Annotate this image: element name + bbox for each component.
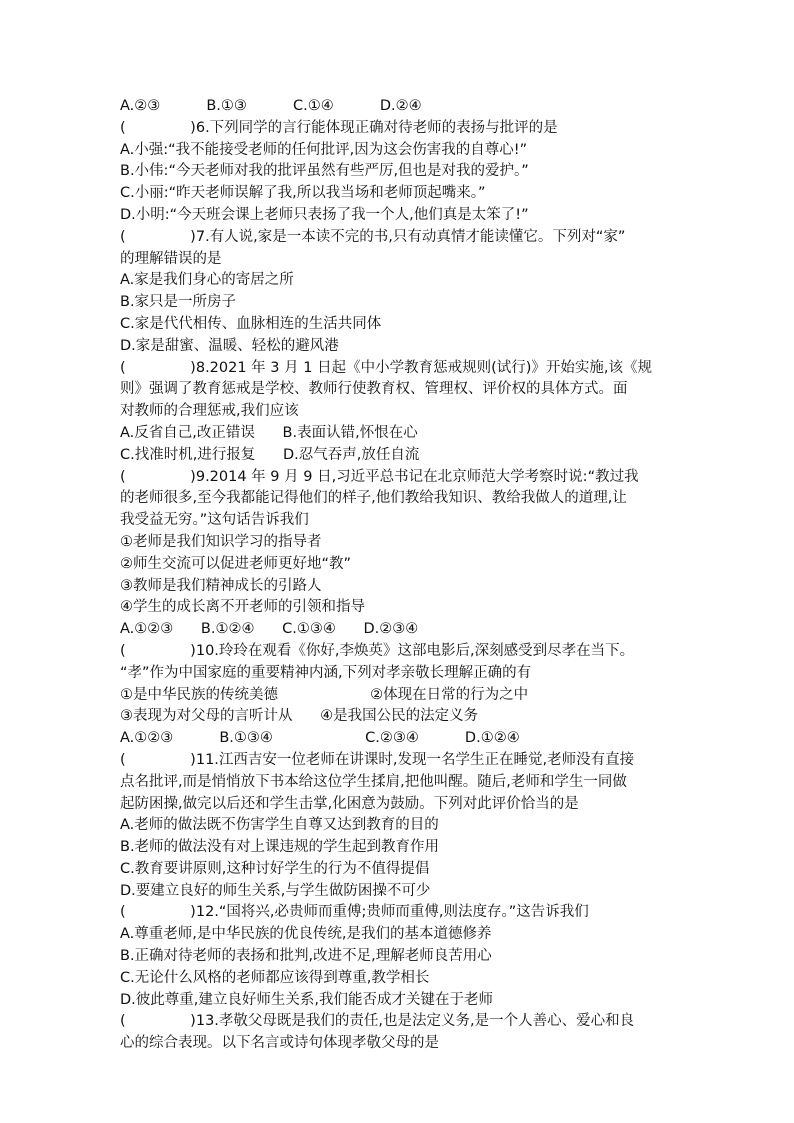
text-line: A.家是我们身心的寄居之所 (120, 272, 294, 289)
text-line: 的老师很多,至今我都能记得他们的样子,他们教给我知识、教给我做人的道理,让 (120, 490, 627, 507)
text-line: ( )12.“国将兴,必贵师而重傅;贵师而重傅,则法度存。”这告诉我们 (120, 904, 589, 921)
text-line: ( )7.有人说,家是一本读不完的书,只有动真情才能读懂它。下列对“家” (120, 228, 626, 245)
text-line: B.正确对待老师的表扬和批判,改进不足,理解老师良苦用心 (120, 948, 492, 965)
text-line: A.尊重老师,是中华民族的优良传统,是我们的基本道德修养 (120, 926, 492, 943)
text-line: ④学生的成长离不开老师的引领和指导 (120, 599, 365, 616)
text-line: ( )6.下列同学的言行能体现正确对待老师的表扬与批评的是 (120, 119, 558, 136)
text-line: ( )9.2014 年 9 月 9 日,习近平总书记在北京师范大学考察时说:“教过我 (120, 468, 639, 485)
text-line: ③表现为对父母的言听计从 ④是我国公民的法定义务 (120, 708, 479, 725)
text-line: 起防困操,做完以后还和学生击掌,化困意为鼓励。下列对此评价恰当的是 (120, 795, 579, 812)
text-line: D.要建立良好的师生关系,与学生做防困操不可少 (120, 882, 431, 899)
text-line: ( )8.2021 年 3 月 1 日起《中小学教育惩戒规则(试行)》开始实施,该《规 (120, 359, 652, 376)
text-line: 我受益无穷。”这句话告诉我们 (120, 512, 309, 529)
text-line: D.彼此尊重,建立良好师生关系,我们能否成才关键在于老师 (120, 991, 493, 1008)
text-line: B.小伟:“今天老师对我的批评虽然有些严厉,但也是对我的爱护。” (120, 163, 529, 180)
text-line: 对教师的合理惩戒,我们应该 (120, 403, 299, 420)
text-line: D.家是甜蜜、温暖、轻松的避风港 (120, 337, 339, 354)
text-line: ①老师是我们知识学习的指导者 (120, 533, 322, 550)
text-line: B.老师的做法没有对上课违规的学生起到教育作用 (120, 839, 440, 856)
text-line: 的理解错误的是 (120, 250, 222, 267)
text-line: C.家是代代相传、血脉相连的生活共同体 (120, 315, 382, 332)
text-line: ③教师是我们精神成长的引路人 (120, 577, 322, 594)
text-line: B.家只是一所房子 (120, 294, 237, 311)
text-line: C.小丽:“昨天老师误解了我,所以我当场和老师顶起嘴来。” (120, 185, 486, 202)
text-line: C.找准时机,进行报复 D.忍气吞声,放任自流 (120, 446, 420, 463)
text-line: ( )10.玲玲在观看《你好,李焕英》这部电影后,深刻感受到尽孝在当下。 (120, 642, 635, 659)
text-line: ②师生交流可以促进老师更好地“教” (120, 555, 352, 572)
text-line: C.无论什么风格的老师都应该得到尊重,教学相长 (120, 969, 430, 986)
text-line: A.①②③ B.①②④ C.①③④ D.②③④ (120, 621, 419, 638)
text-line: A.老师的做法既不伤害学生自尊又达到教育的目的 (120, 817, 439, 834)
exam-page (120, 96, 680, 1055)
text-line: A.②③ B.①③ C.①④ D.②④ (120, 98, 422, 114)
text-line: ( )11.江西吉安一位老师在讲课时,发现一名学生正在睡觉,老师没有直接 (120, 751, 635, 768)
text-line: 心的综合表现。以下名言或诗句体现孝敬父母的是 (120, 1035, 439, 1052)
text-line: ( )13.孝敬父母既是我们的责任,也是法定义务,是一个人善心、爱心和良 (120, 1013, 635, 1030)
text-line: A.小强:“我不能接受老师的任何批评,因为这会伤害我的自尊心!” (120, 141, 528, 158)
text-line: A.反省自己,改正错误 B.表面认错,怀恨在心 (120, 424, 418, 441)
text-line: 点名批评,而是悄悄放下书本给这位学生揉肩,把他叫醒。随后,老师和学生一同做 (120, 773, 627, 790)
text-line: A.①②③ B.①③④ C.②③④ D.①②④ (120, 730, 520, 747)
text-line: D.小明:“今天班会课上老师只表扬了我一个人,他们真是太笨了!” (120, 206, 529, 223)
text-line: 则》强调了教育惩戒是学校、教师行使教育权、管理权、评价权的具体方式。面 (120, 381, 628, 398)
text-line: ①是中华民族的传统美德 ②体现在日常的行为之中 (120, 686, 529, 703)
text-line: “孝”作为中国家庭的重要精神内涵,下列对孝亲敬长理解正确的有 (120, 664, 532, 681)
text-line: C.教育要讲原则,这种讨好学生的行为不值得提倡 (120, 860, 430, 877)
